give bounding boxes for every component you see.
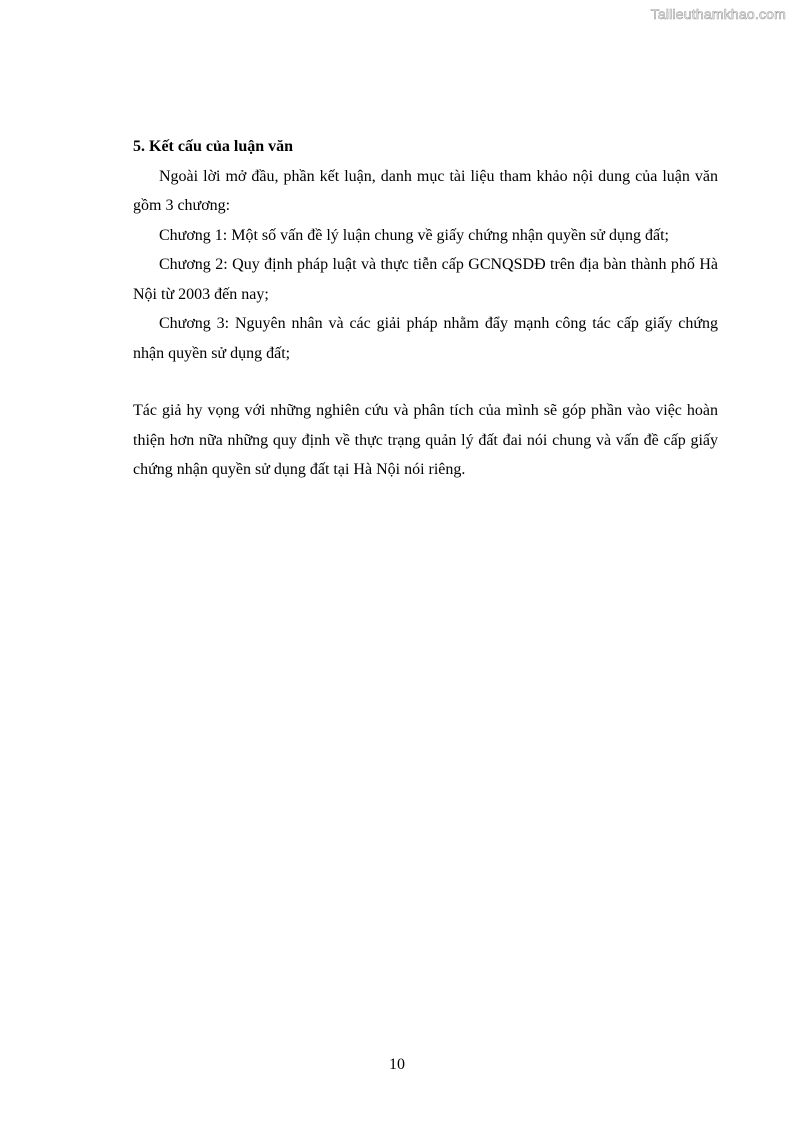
chapter-1-paragraph: Chương 1: Một số vấn đề lý luận chung về giấy chứng nhận quyền sử dụng đất; <box>159 226 669 244</box>
document-body <box>133 132 718 485</box>
paragraph-spacer <box>133 368 718 396</box>
section-heading: 5. Kết cấu của luận văn <box>133 138 294 155</box>
chapter-3-paragraph: Chương 3: Nguyên nhân và các giải pháp nhằm đẩy mạnh công tác cấp giấy chứng nhận quyền sử dụng đất; <box>133 315 718 362</box>
watermark-logo: Tailieuthamkhao.com <box>650 6 786 22</box>
closing-paragraph: Tác giả hy vọng với những nghiên cứu và phân tích của mình sẽ góp phần vào việc hoàn thiện hơn nữa những quy định về thực trạng quản lý đất đai nói chung và vấn đề cấp giấy chứng nhận quyền sử dụng đất tại Hà Nội nói riêng. <box>133 402 718 478</box>
page-number: 10 <box>389 1056 405 1073</box>
chapter-2-paragraph: Chương 2: Quy định pháp luật và thực tiễn cấp GCNQSDĐ trên địa bàn thành phố Hà Nội từ 2003 đến nay; <box>133 256 718 303</box>
intro-paragraph: Ngoài lời mở đầu, phần kết luận, danh mục tài liệu tham khảo nội dung của luận văn gồm 3 chương: <box>133 167 718 214</box>
